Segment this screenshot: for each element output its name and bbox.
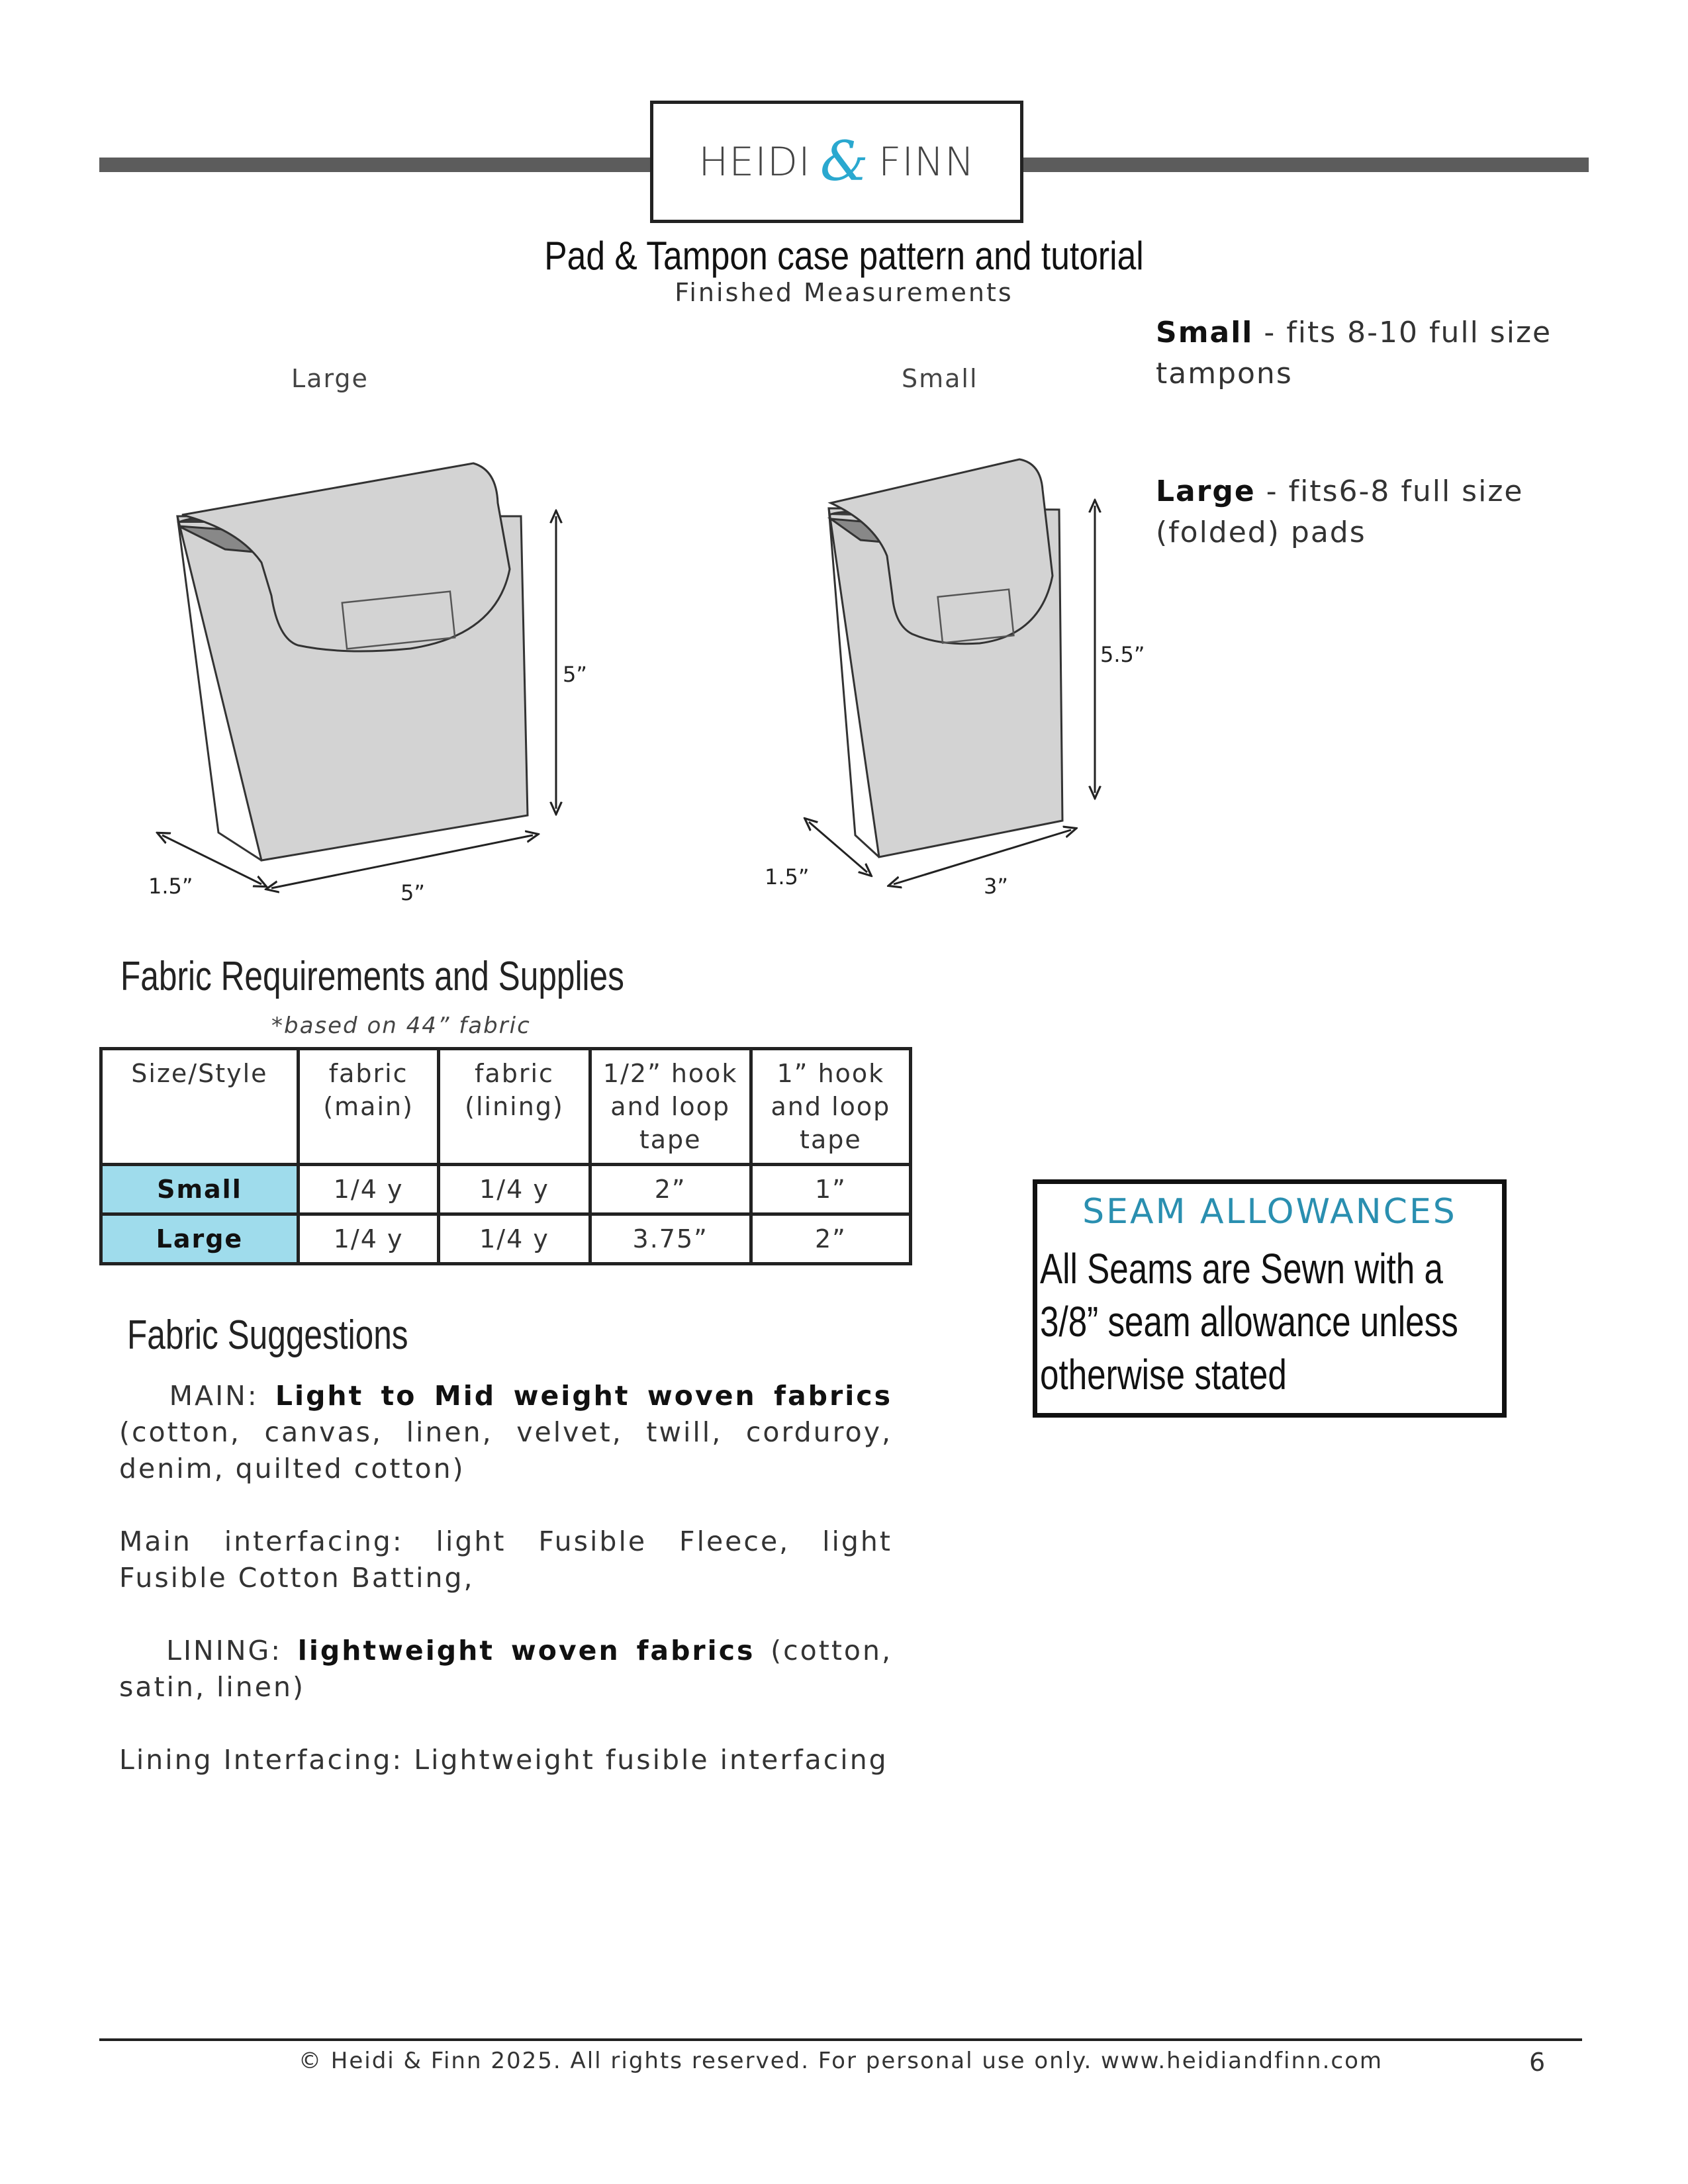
seam-line: All Seams are Sewn with a	[1040, 1245, 1443, 1293]
small-fit-text: - fits 8-10 full size tampons	[1156, 316, 1552, 390]
large-depth-label: 1.5”	[148, 874, 193, 899]
table-cell: 3.75”	[590, 1214, 751, 1264]
seam-line: otherwise stated	[1040, 1351, 1287, 1398]
table-header-row	[101, 1049, 911, 1165]
table-header-cell: 1/2” hook and loop tape	[590, 1049, 751, 1165]
seam-line: 3/8” seam allowance unless	[1040, 1298, 1458, 1345]
requirements-table	[99, 1047, 912, 1265]
footer-copyright: © Heidi & Finn 2025. All rights reserved. For personal use only. www.heidiandfinn.com	[298, 2048, 1383, 2074]
table-cell: 1/4 y	[439, 1214, 590, 1264]
page-subtitle: Finished Measurements	[675, 278, 1013, 307]
main-rest: (cotton, canvas, linen, velvet, twill, corduroy, denim, quilted cotton)	[119, 1416, 892, 1484]
table-header-cell: fabric (main)	[298, 1049, 439, 1165]
brand-right: FINN	[878, 138, 975, 185]
table-row	[101, 1214, 911, 1264]
small-depth-label: 1.5”	[765, 864, 810, 889]
seam-text	[1040, 1242, 1490, 1401]
table-header-cell: Size/Style	[101, 1049, 299, 1165]
table-cell: 2”	[751, 1214, 910, 1264]
page-number: 6	[1529, 2048, 1546, 2077]
main-fabric-paragraph	[119, 1378, 892, 1487]
table-cell: 2”	[590, 1165, 751, 1214]
seam-allowance-box	[1033, 1179, 1507, 1418]
table-header-cell: fabric (lining)	[439, 1049, 590, 1165]
table-cell-size: Large	[101, 1214, 299, 1264]
case-diagrams	[0, 0, 1688, 927]
lining-prefix: LINING:	[166, 1635, 298, 1666]
brand-left: HEIDI	[698, 138, 811, 185]
large-case-diagram	[177, 463, 528, 860]
lining-rest: (cotton, satin, linen)	[119, 1635, 893, 1703]
large-fit-label: Large	[1156, 475, 1256, 508]
small-caption: Small	[902, 364, 978, 393]
lining-fabric-paragraph	[119, 1633, 892, 1706]
table-cell: 1/4 y	[298, 1214, 439, 1264]
large-height-label: 5”	[563, 662, 587, 687]
lining-bold: lightweight woven fabrics	[297, 1635, 755, 1666]
main-prefix: MAIN:	[169, 1380, 275, 1412]
small-case-diagram	[829, 459, 1062, 857]
large-width-label: 5”	[400, 880, 425, 905]
small-height-label: 5.5”	[1100, 642, 1145, 667]
table-cell: 1/4 y	[298, 1165, 439, 1214]
lining-interfacing: Lining Interfacing: Lightweight fusible interfacing	[119, 1744, 888, 1776]
small-fit-label: Small	[1156, 316, 1254, 349]
large-fit-text: - fits6-8 full size (folded) pads	[1156, 475, 1524, 549]
small-width-label: 3”	[984, 874, 1008, 899]
large-caption: Large	[291, 364, 369, 393]
table-header-cell: 1” hook and loop tape	[751, 1049, 910, 1165]
small-depth-arrow	[809, 822, 867, 872]
page-title: Pad & Tampon case pattern and tutorial	[544, 234, 1144, 278]
main-bold: Light to Mid weight woven fabrics	[275, 1380, 892, 1412]
requirements-heading: Fabric Requirements and Supplies	[120, 954, 624, 999]
suggestions-body	[119, 1378, 892, 1778]
footer-rule	[99, 2038, 1582, 2041]
requirements-note: *based on 44” fabric	[271, 1013, 531, 1039]
table-cell-size: Small	[101, 1165, 299, 1214]
suggestions-heading: Fabric Suggestions	[127, 1312, 408, 1358]
main-interfacing: Main interfacing: light Fusible Fleece, light Fusible Cotton Batting,	[119, 1525, 892, 1594]
table-row	[101, 1165, 911, 1214]
table-cell: 1”	[751, 1165, 910, 1214]
brand-ampersand: &	[820, 130, 869, 193]
seam-title: SEAM ALLOWANCES	[1082, 1192, 1457, 1232]
table-cell: 1/4 y	[439, 1165, 590, 1214]
